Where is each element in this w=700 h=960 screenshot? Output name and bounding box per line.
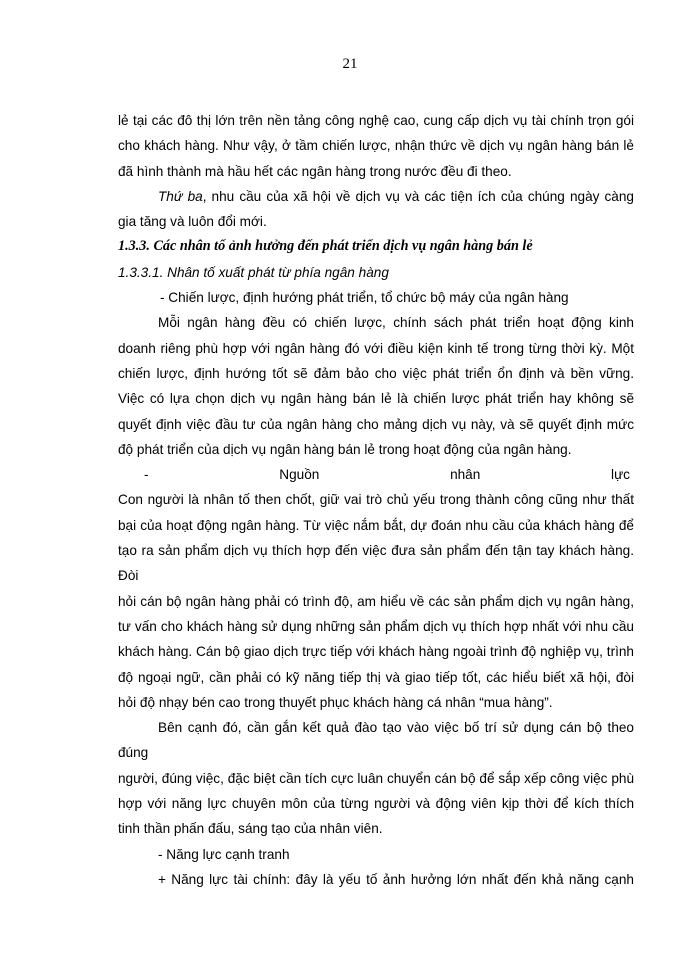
word: nhân: [450, 467, 481, 483]
paragraph-line: Bên cạnh đó, cần gắn kết quả đào tạo vào việc bố trí sử dụng cán bộ theo đúng: [118, 720, 634, 761]
paragraph-line: độ ngoại ngữ, cần phải có kỹ năng tiếp thị và giao tiếp tốt, các hiểu biết xã hội, đòi: [118, 669, 634, 685]
list-item: - Năng lực cạnh tranh: [158, 846, 290, 862]
paragraph-line: bại của hoạt động ngân hàng. Từ việc nắm bắt, dự đoán nhu cầu của khách hàng để: [118, 517, 634, 533]
paragraph-line: đã hình thành mà hầu hết các ngân hàng trong nước đều đi theo.: [118, 163, 512, 179]
paragraph-line: tinh thần phấn đấu, sáng tạo của nhân viên.: [118, 821, 383, 837]
word: lực: [611, 467, 630, 483]
paragraph-line: Con người là nhân tố then chốt, giữ vai trò chủ yếu trong thành công cũng như thất: [118, 492, 634, 508]
subsection-heading: 1.3.3.1. Nhân tố xuất phát từ phía ngân hàng: [118, 264, 389, 280]
paragraph-line: + Năng lực tài chính: đây là yếu tố ảnh hưởng lớn nhất đến khả năng cạnh: [158, 871, 634, 887]
paragraph-line: người, đúng việc, đặc biệt cần tích cực luân chuyển cán bộ để sắp xếp công việc phù: [118, 770, 634, 786]
paragraph-line: hỏi cán bộ ngân hàng phải có trình độ, am hiểu về các sản phẩm dịch vụ ngân hàng,: [118, 593, 634, 609]
word: Nguồn: [279, 467, 320, 483]
paragraph-line: Việc có lựa chọn dịch vụ ngân hàng bán lẻ là chiến lược phát triển hay không sẽ: [118, 391, 634, 407]
section-heading: 1.3.3. Các nhân tố ảnh hưởng đến phát triển dịch vụ ngân hàng bán lẻ: [118, 238, 533, 255]
document-body: [118, 108, 634, 892]
paragraph-line: [118, 184, 634, 209]
paragraph-line: cho khách hàng. Như vậy, ở tầm chiến lược, nhận thức về dịch vụ ngân hàng bán lẻ: [118, 138, 634, 154]
paragraph-line: hỏi độ nhạy bén cao trong thuyết phục khách hàng cá nhân “mua hàng”.: [118, 694, 553, 710]
list-dash: -: [144, 467, 149, 483]
paragraph-line: quyết định việc đầu tư của ngân hàng cho mảng dịch vụ này, và sẽ quyết định mức: [118, 416, 634, 432]
list-item-spread: [118, 462, 634, 487]
paragraph-text: , nhu cầu của xã hội về dịch vụ và các tiện ích của chúng ngày càng: [202, 188, 634, 204]
page-number: 21: [342, 56, 358, 72]
paragraph-line: chiến lược, định hướng tốt sẽ đảm bảo cho việc phát triển ổn định và bền vững.: [118, 365, 634, 381]
paragraph-line: tư vấn cho khách hàng sử dụng những sản phẩm dịch vụ thích hợp nhất với nhu cầu: [118, 618, 634, 634]
paragraph-line: doanh riêng phù hợp với ngân hàng đó với điều kiện kinh tế trong từng thời kỳ. Một: [118, 340, 634, 356]
emphasis-text: Thứ ba: [158, 188, 203, 204]
paragraph-line: hợp với năng lực chuyên môn của từng người và động viên kịp thời để kích thích: [118, 796, 634, 812]
paragraph-line: Mỗi ngân hàng đều có chiến lược, chính sách phát triển hoạt động kinh: [158, 315, 634, 331]
list-item: - Chiến lược, định hướng phát triển, tổ chức bộ máy của ngân hàng: [160, 290, 569, 306]
paragraph-line: tạo ra sản phẩm dịch vụ thích hợp đến việc đưa sản phẩm đến tận tay khách hàng. Đòi: [118, 543, 634, 584]
paragraph-line: gia tăng và luôn đổi mới.: [118, 214, 267, 230]
paragraph-line: khách hàng. Cán bộ giao dịch trực tiếp với khách hàng ngoài trình độ nghiệp vụ, trình: [118, 644, 634, 660]
paragraph-line: lẻ tại các đô thị lớn trên nền tảng công nghệ cao, cung cấp dịch vụ tài chính trọn gói: [118, 113, 634, 128]
paragraph-line: độ phát triển của dịch vụ ngân hàng bán lẻ trong hoạt động của ngân hàng.: [118, 441, 572, 457]
